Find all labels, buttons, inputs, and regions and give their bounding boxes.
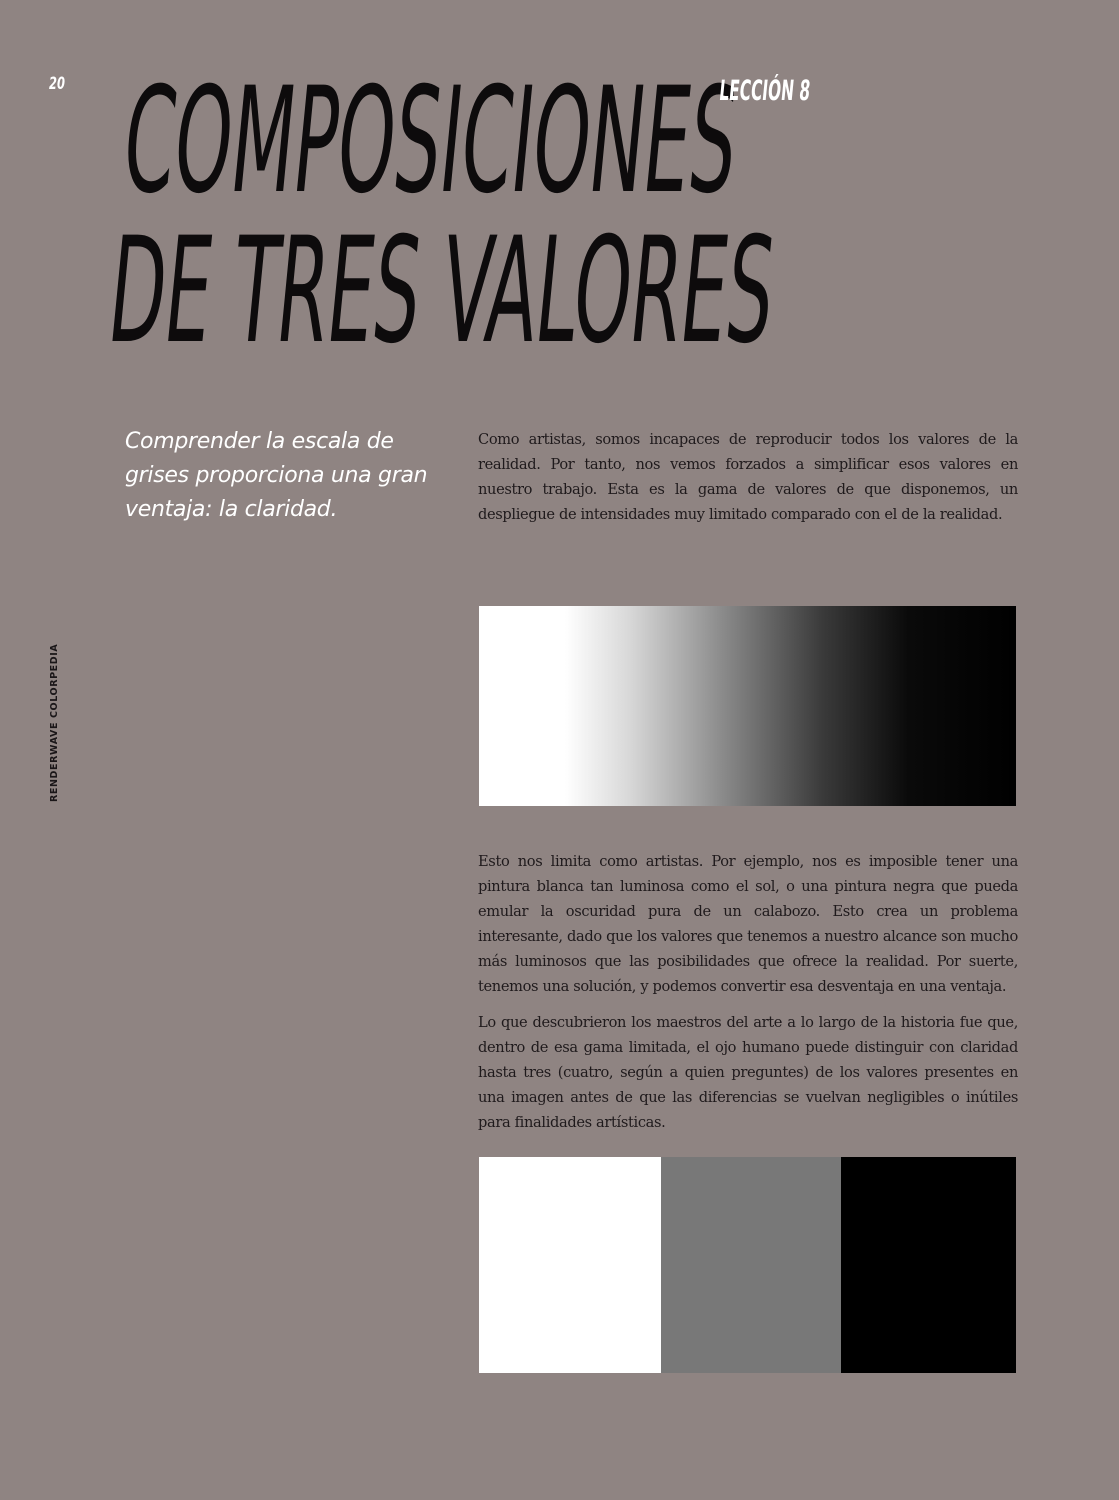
swatch-gray (661, 1157, 841, 1373)
swatch-white (479, 1157, 661, 1373)
paragraph-3: Lo que descubrieron los maestros del arte a lo largo de la historia fue que, dentro de esa gama limitada, el ojo humano puede distinguir con claridad hasta tres (cuatro, según a quien preguntes) de los valores presentes en una imagen antes de que las diferencias se vuelvan negligibles o inútiles para finalidades artísticas. (478, 1014, 1018, 1131)
paragraph-2: Esto nos limita como artistas. Por ejemplo, nos es imposible tener una pintura blanca tan luminosa como el sol, o una pintura negra que pueda emular la oscuridad pura de un calabozo. Esto crea un problema interesante, dado que los valores que tenemos a nuestro alcance son mucho más luminosos que las posibilidades que ofrece la realidad. Por suerte, tenemos una solución, y podemos convertir esa desventaja en una ventaja. (478, 853, 1018, 995)
page-number: 20 (49, 74, 65, 94)
lesson-label: LECCIÓN 8 (717, 74, 812, 107)
swatch-black (841, 1157, 1016, 1373)
title-line-2: DE TRES VALORES (101, 206, 782, 376)
page-title (101, 56, 795, 376)
paragraph-1: Como artistas, somos incapaces de reproducir todos los valores de la realidad. Por tanto, nos vemos forzados a simplificar esos valores en nuestro trabajo. Esta es la gama de valores de que disponemos, un despliegue de intensidades muy limitado comparado con el de la realidad. (478, 431, 1018, 523)
three-value-swatches (479, 1157, 1016, 1373)
title-line-1: COMPOSICIONES (116, 56, 745, 226)
lead-text: Comprender la escala de grises proporciona una gran ventaja: la claridad. (125, 429, 428, 522)
value-gradient-bar (479, 606, 1016, 806)
side-publication-label: RENDERWAVE COLORPEDIA (49, 643, 60, 802)
